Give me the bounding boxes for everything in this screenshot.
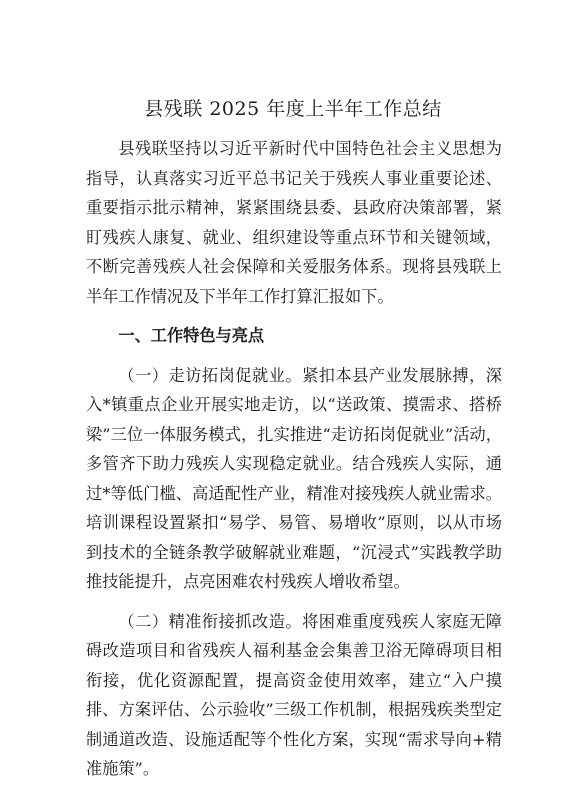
item-employment-paragraph: （一）走访拓岗促就业。紧扣本县产业发展脉搏，深入*镇重点企业开展实地走访，以“送政策、摸需求、搭桥梁”三位一体服务模式，扎实推进“走访拓岗促就业”活动，多管齐下助力残疾人实现稳定就业。结合残疾人实际，通过*等低门槛、高适配性产业，精准对接残疾人就业需求。培训课程设置紧扣“易学、易管、易增收”原则，以从市场到技术的全链条教学破解就业难题，“沉浸式”实践教学助推技能提升，点亮困难农村残疾人增收希望。 [86,365,502,591]
document-title: 县残联 2025 年度上半年工作总结 [144,98,442,120]
document-body [86,134,502,794]
intro-paragraph: 县残联坚持以习近平新时代中国特色社会主义思想为指导，认真落实习近平总书记关于残疾人事业重要论述、重要指示批示精神，紧紧围绕县委、县政府决策部署，紧盯残疾人康复、就业、组织建设等重点环节和关键领域，不断完善残疾人社会保障和关爱服务体系。现将县残联上半年工作情况及下半年工作打算汇报如下。 [86,139,502,306]
section-heading: 一、工作特色与亮点 [118,326,265,345]
item-renovation-paragraph: （二）精准衔接抓改造。将困难重度残疾人家庭无障碍改造项目和省残疾人福利基金会集善卫浴无障碍项目相衔接，优化资源配置，提高资金使用效率，建立“入户摸排、方案评估、公示验收”三级工作机制，根据残疾类型定制通道改造、设施适配等个性化方案，实现“需求导向+精准施策”。 [86,611,502,778]
